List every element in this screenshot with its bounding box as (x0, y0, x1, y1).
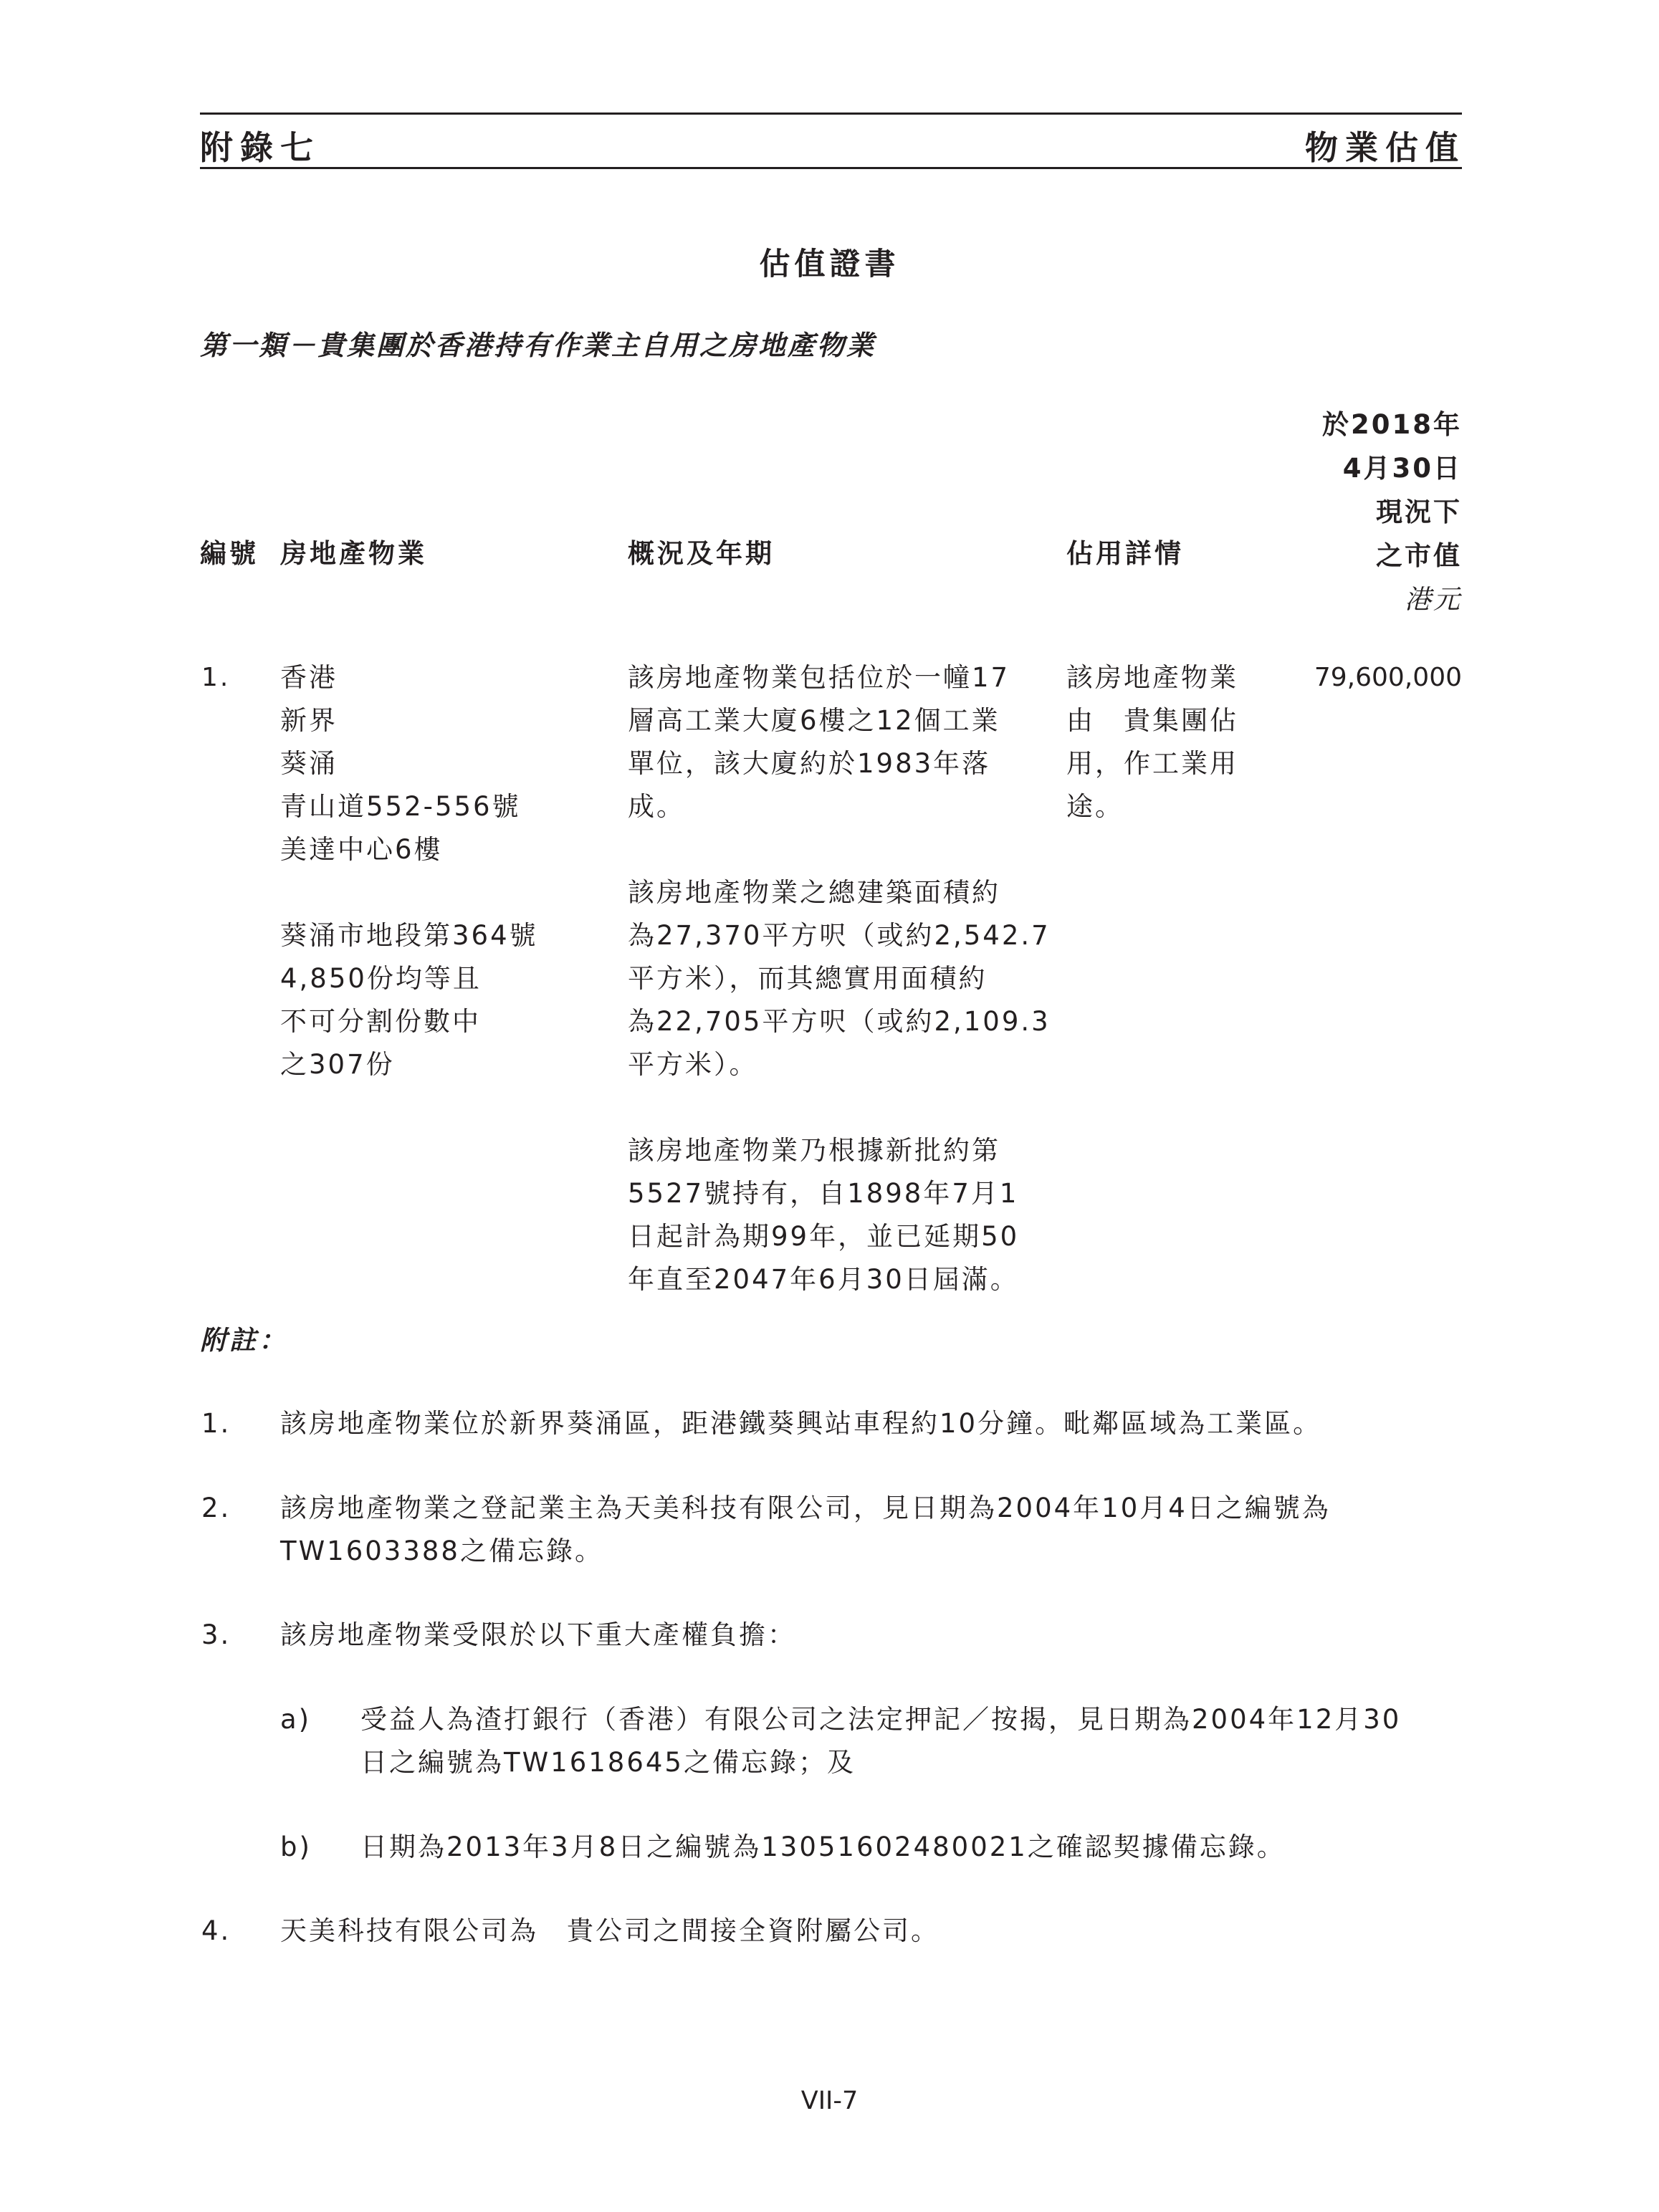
column-header-property: 房地產物業 (280, 538, 427, 569)
property-line: 之307份 (280, 1049, 395, 1080)
category-subtitle: 第一類－貴集團於香港持有作業主自用之房地產物業 (200, 330, 876, 361)
description-line: 日起計為期99年，並已延期50 (628, 1221, 1020, 1252)
occupancy-details (1066, 656, 1238, 828)
property-line: 美達中心6樓 (280, 834, 443, 865)
property-line: 青山道552-556號 (280, 791, 521, 822)
description-line: 平方米），而其總實用面積約 (628, 963, 988, 994)
occupancy-line: 用，作工業用 (1066, 748, 1238, 779)
page-number: VII-7 (800, 2087, 859, 2115)
description-line (628, 1086, 1051, 1129)
market-value-header (1322, 403, 1462, 621)
description-line: 該房地產物業包括位於一幢17 (628, 662, 1010, 693)
description-line: 平方米）。 (628, 1049, 758, 1080)
note-1-text: 該房地產物業位於新界葵涌區，距港鐵葵興站車程約10分鐘。毗鄰區域為工業區。 (280, 1408, 1322, 1439)
value-unit: 港元 (1405, 584, 1462, 615)
property-description (628, 656, 1051, 1301)
description-line: 為22,705平方呎（或約2,109.3 (628, 1006, 1051, 1037)
property-line: 葵涌 (280, 748, 338, 779)
note-number: 4. (201, 1915, 231, 1946)
value-header-line: 4月30日 (1342, 453, 1462, 484)
column-header-no: 編號 (200, 538, 259, 569)
header-bottom-rule (200, 167, 1462, 169)
note-subitem-letter: a) (280, 1704, 312, 1735)
column-header-description: 概況及年期 (628, 538, 775, 569)
note-3-text: 該房地產物業受限於以下重大產權負擔： (280, 1619, 796, 1650)
note-number: 1. (201, 1408, 231, 1439)
description-line: 成。 (628, 791, 685, 822)
occupancy-line: 由 貴集團佔 (1066, 705, 1238, 736)
description-line: 層高工業大廈6樓之12個工業 (628, 705, 1000, 736)
value-header-line: 現況下 (1376, 497, 1462, 527)
notes-heading: 附註： (200, 1325, 288, 1356)
appendix-label: 附錄七 (200, 128, 320, 167)
note-3a-line-1: 受益人為渣打銀行（香港）有限公司之法定押記／按揭，見日期為2004年12月30 (360, 1704, 1402, 1735)
header-top-rule (200, 112, 1462, 115)
property-line (280, 871, 538, 914)
property-line: 4,850份均等且 (280, 963, 482, 994)
value-header-line: 於2018年 (1322, 409, 1462, 440)
description-line: 該房地產物業之總建築面積約 (628, 877, 1000, 908)
note-4-text: 天美科技有限公司為 貴公司之間接全資附屬公司。 (280, 1915, 940, 1946)
description-line: 為27,370平方呎（或約2,542.7 (628, 920, 1051, 951)
column-header-occupancy: 佔用詳情 (1066, 538, 1184, 569)
value-header-line: 之市值 (1376, 540, 1462, 571)
row-number: 1. (201, 663, 231, 692)
description-line: 該房地產物業乃根據新批約第 (628, 1135, 1000, 1166)
property-line: 葵涌市地段第364號 (280, 920, 538, 951)
page-title: 估值證書 (759, 246, 900, 282)
section-label: 物業估值 (1305, 128, 1466, 167)
note-2-line-1: 該房地產物業之登記業主為天美科技有限公司，見日期為2004年10月4日之編號為 (280, 1493, 1331, 1523)
property-line: 不可分割份數中 (280, 1006, 481, 1037)
note-number: 3. (201, 1619, 231, 1650)
market-value: 79,600,000 (1314, 663, 1462, 692)
description-line (628, 828, 1051, 871)
occupancy-line: 途。 (1066, 791, 1124, 822)
property-line: 新界 (280, 705, 338, 736)
property-address (280, 656, 538, 1086)
description-line: 年直至2047年6月30日屆滿。 (628, 1264, 1019, 1295)
note-subitem-letter: b) (280, 1832, 312, 1862)
note-3b-text: 日期為2013年3月8日之編號為13051602480021之確認契據備忘錄。 (360, 1832, 1286, 1862)
property-line: 香港 (280, 662, 338, 693)
description-line: 5527號持有，自1898年7月1 (628, 1178, 1019, 1209)
occupancy-line: 該房地產物業 (1066, 662, 1238, 693)
note-2-line-2: TW1603388之備忘錄。 (280, 1536, 603, 1566)
note-3a-line-2: 日之編號為TW1618645之備忘錄；及 (360, 1747, 856, 1778)
description-line: 單位，該大廈約於1983年落 (628, 748, 991, 779)
note-number: 2. (201, 1493, 231, 1523)
